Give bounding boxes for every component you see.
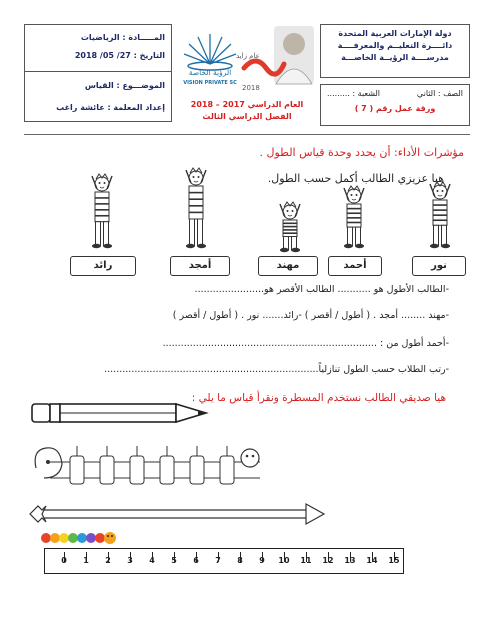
- school-logo: [180, 28, 240, 90]
- zayed-text: عام زايد: [236, 52, 260, 60]
- ruler-number: 9: [259, 556, 265, 565]
- teacher-label: إعداد المعلمة : عائشة راغب: [56, 103, 165, 112]
- question-tallest-shortest: -الطالب الأطول هو ........... الطالب الأقصر هو.......................: [194, 284, 449, 295]
- ruler-number: 14: [366, 556, 378, 565]
- term-label: الفصل الدراسي الثالث: [202, 112, 292, 121]
- instruction-intro: هيا عزيزي الطالب أكمل حسب الطول.: [267, 172, 444, 185]
- ruler-number: 12: [322, 556, 334, 565]
- ruler-number: 13: [344, 556, 356, 565]
- arrow-drawing: [28, 500, 328, 528]
- header-divider: [24, 134, 470, 135]
- worksheet-number: ورقة عمل رقم ( 7 ): [354, 104, 436, 113]
- subject-label: المـــــادة : الرياضيات: [80, 33, 165, 42]
- figure-raed: [92, 174, 112, 248]
- name-box-nour: نور: [412, 256, 466, 276]
- year-of-zayed-logo: [236, 24, 316, 96]
- ruler-number: 15: [388, 556, 400, 565]
- student-info-box: [320, 84, 470, 126]
- figure-mohannad: [280, 202, 300, 252]
- date-label: التاريخ : 27/ 05/ 2018: [74, 51, 165, 60]
- ruler-number: 2: [105, 556, 111, 565]
- header-left-box: [24, 24, 172, 122]
- ruler-number: 11: [300, 556, 312, 565]
- question-compare: -مهند ........ أمجد . ( أطول / أقصر ) -رائد....... نور . ( أطول / أقصر ): [172, 310, 449, 321]
- pencil-drawing: [30, 398, 210, 428]
- ruler-number: 6: [193, 556, 199, 565]
- figure-amjad: [186, 168, 206, 248]
- ruler-number: 4: [149, 556, 155, 565]
- name-box-amjad: أمجد: [170, 256, 230, 276]
- ruler-number: 10: [278, 556, 290, 565]
- students-illustration: [0, 160, 494, 256]
- ruler-number: 3: [127, 556, 133, 565]
- section-label: الشعبة : .........: [327, 89, 381, 98]
- ruler-number: 7: [215, 556, 221, 565]
- country-name: دولة الإمارات العربية المتحدة: [338, 29, 452, 38]
- name-box-ahmed: أحمد: [328, 256, 382, 276]
- question-order-descending: -رتب الطلاب حسب الطول تنازلياً.......................................................................: [104, 364, 449, 375]
- school-name: مدرســــة الرؤيــة الخاصـــة: [341, 53, 449, 62]
- figure-nour: [430, 182, 450, 248]
- school-logo-text: الرؤية الخاصة: [188, 68, 232, 77]
- ruler-instruction: هيا صديقي الطالب نستخدم المسطرة ونقرأ قياس ما يلي :: [191, 392, 446, 404]
- ruler-number: 1: [83, 556, 89, 565]
- department-name: دائــــرة التعليــم والمعرفــــة: [337, 41, 453, 50]
- name-box-raed: رائد: [70, 256, 136, 276]
- ruler-number: 5: [171, 556, 177, 565]
- topic-label: الموضـــوع : القياس: [84, 81, 165, 90]
- ruler-number: 0: [61, 556, 67, 565]
- performance-objective: مؤشرات الأداء: أن يحدد وحدة قياس الطول .: [259, 146, 464, 159]
- header-right-box: [320, 24, 470, 78]
- figure-ahmed: [344, 186, 364, 248]
- school-logo-en: VISION PRIVATE SC: [183, 80, 237, 86]
- question-ahmed-taller: -أحمد أطول من : .......................................................................: [162, 338, 449, 349]
- ruler-number: 8: [237, 556, 243, 565]
- zayed-year: 2018: [242, 84, 260, 92]
- academic-year: العام الدراسي 2017 – 2018: [190, 100, 304, 109]
- bead-caterpillar: [40, 530, 120, 546]
- caterpillar-drawing: [30, 438, 270, 496]
- grade-label: الصف : الثاني: [416, 89, 463, 98]
- name-box-mohannad: مهند: [258, 256, 318, 276]
